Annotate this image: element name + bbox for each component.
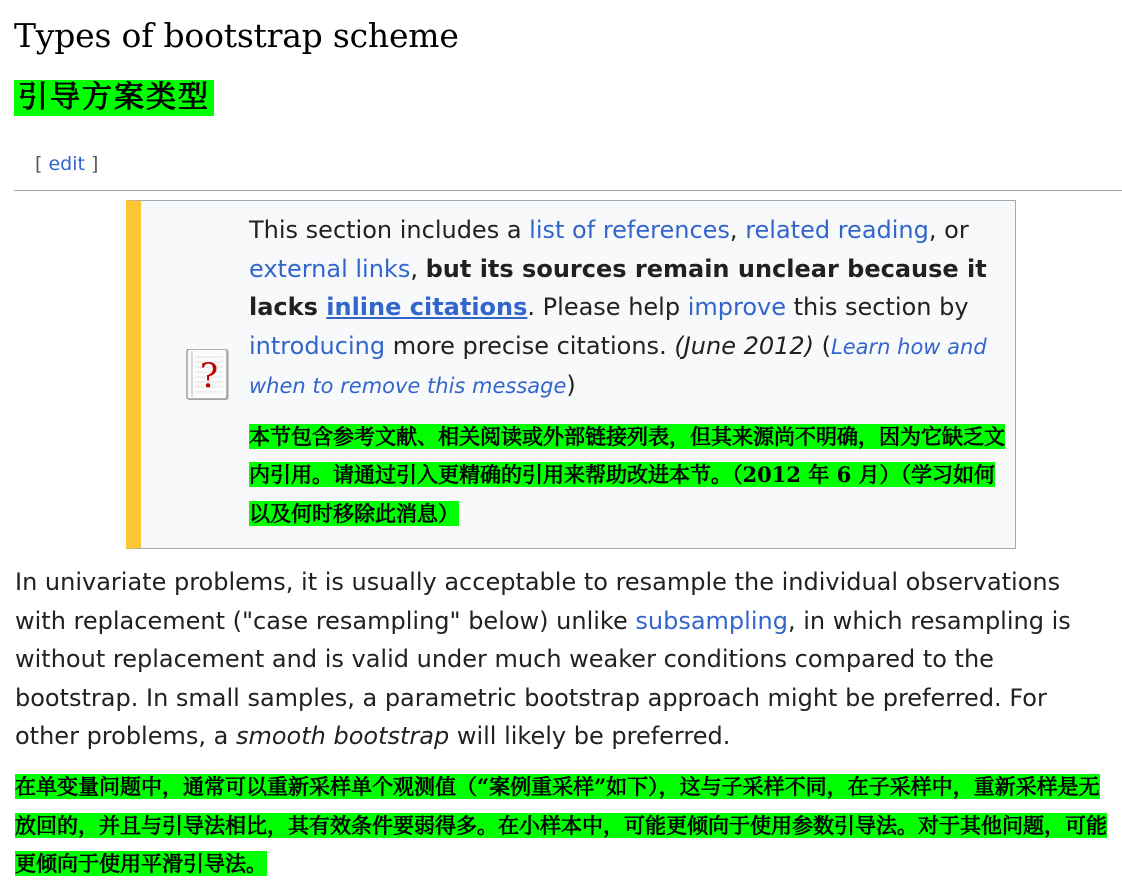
improve-link[interactable]: improve [687, 293, 786, 321]
section-heading-translation: 引导方案类型 [14, 80, 214, 116]
section-heading: Types of bootstrap scheme [14, 16, 459, 55]
external-links-link[interactable]: external links [249, 254, 411, 283]
body-paragraph-translation: 在单变量问题中，通常可以重新采样单个观测值（“案例重采样”如下），这与子采样不同，在子采样中，重新采样是无放回的，并且与引导法相比，其有效条件要弱得多。在小样本中，可能更倾向于使用参数引导法。对于其他问题，可能更倾向于使用平滑引导法。 [15, 774, 1107, 876]
notice-translation-block [249, 418, 1009, 534]
body-paragraph [15, 563, 1105, 756]
notice-text-part: , or [928, 216, 969, 244]
body-text-part: In univariate problems, it is usually acceptable to resample the individual observations with replacement ("case resampling" below) unlike [15, 568, 1061, 635]
notice-text-part: . Please help [527, 293, 688, 321]
edit-link[interactable]: edit [48, 153, 85, 175]
smooth-bootstrap-emphasis: smooth bootstrap [235, 722, 450, 750]
svg-text:?: ? [199, 356, 219, 396]
body-text-part: , in which resampling is without replacement and is valid under much weaker conditions compared to the bootstrap. In small samples, a parametric bootstrap approach might be preferred. For other problems, a [15, 606, 1071, 750]
body-paragraph-translation-block [15, 768, 1120, 884]
learn-remove-message-link[interactable]: Learn how and when to remove this message [249, 334, 987, 398]
notice-text-part: ) [566, 371, 576, 399]
notice-translation: 本节包含参考文献、相关阅读或外部链接列表，但其来源尚不明确，因为它缺乏文内引用。请通过引入更精确的引用来帮助改进本节。（2012 年 6 月）（学习如何以及何时移除此消息） [249, 423, 1005, 526]
list-of-references-link[interactable]: list of references [529, 216, 730, 244]
notice-text-part: , [729, 216, 746, 244]
notice-text [249, 211, 1009, 406]
citation-notice-box [126, 200, 1016, 549]
notice-text-part: , [410, 254, 426, 283]
heading-divider [14, 190, 1122, 191]
body-text-part: will likely be preferred. [449, 722, 731, 750]
related-reading-link[interactable]: related reading [745, 216, 929, 244]
subsampling-link[interactable]: subsampling [635, 606, 788, 635]
edit-bracket-close: ] [91, 153, 99, 175]
edit-bracket-open: [ [35, 153, 43, 175]
introducing-link[interactable]: introducing [249, 331, 386, 360]
notice-bold-text: but its sources remain unclear because it lacks [249, 254, 987, 321]
notice-text-part: this section by [785, 293, 969, 321]
notice-text-part: more precise citations. [385, 331, 675, 360]
notice-text-part: This section includes a [249, 216, 530, 244]
notice-date: (June 2012) [674, 331, 815, 360]
inline-citations-link[interactable]: inline citations [326, 293, 528, 321]
notice-text-part: ( [814, 331, 832, 360]
question-book-icon [186, 349, 230, 401]
edit-section [35, 152, 98, 176]
